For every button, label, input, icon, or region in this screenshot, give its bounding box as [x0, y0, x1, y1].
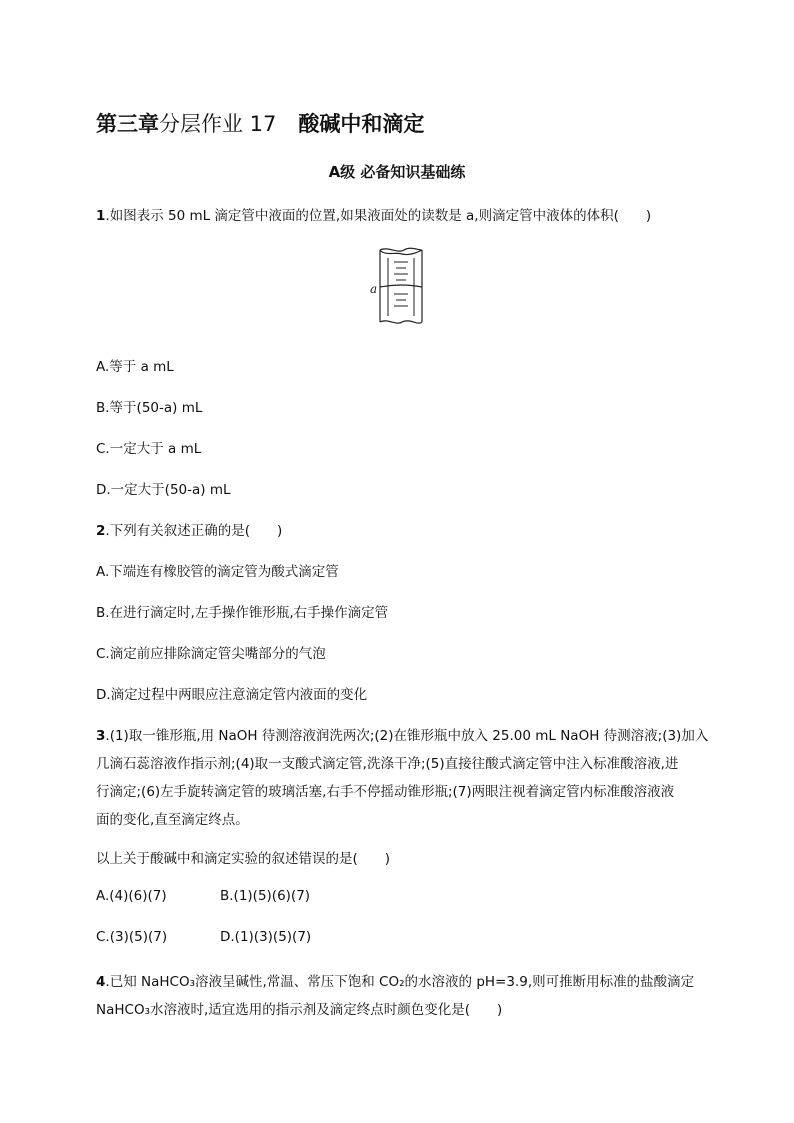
option-text: A.(4)(6)(7)	[96, 888, 167, 904]
assignment-label: 分层作业 17	[159, 112, 277, 136]
option-text: A.等于 a mL	[96, 359, 174, 375]
chapter-label: 第三章	[96, 112, 159, 136]
option-text: D.滴定过程中两眼应注意滴定管内液面的变化	[96, 687, 368, 703]
option-text: B.(1)(5)(6)(7)	[220, 888, 311, 904]
question-number: 2	[96, 523, 106, 539]
option-text: C.滴定前应排除滴定管尖嘴部分的气泡	[96, 646, 326, 662]
option-text: D.一定大于(50-a) mL	[96, 482, 231, 498]
option-text: D.(1)(3)(5)(7)	[220, 929, 312, 945]
question-4-line: 4.已知 NaHCO₃溶液呈碱性,常温、常压下饱和 CO₂的水溶液的 pH=3.9,则可推断用标准的盐酸滴定	[96, 974, 695, 990]
burette-figure	[368, 246, 432, 326]
question-number: 3	[96, 728, 106, 744]
question-number: 4	[96, 974, 106, 990]
question-3-line: 几滴石蕊溶液作指示剂;(4)取一支酸式滴定管,洗涤干净;(5)直接往酸式滴定管中注入标准酸溶液,进	[96, 756, 679, 772]
question-3-line: 3.(1)取一锥形瓶,用 NaOH 待测溶液润洗两次;(2)在锥形瓶中放入 25.00 mL NaOH 待测溶液;(3)加入	[96, 728, 709, 744]
section-heading: A级 必备知识基础练	[328, 163, 466, 181]
option-text: C.(3)(5)(7)	[96, 929, 168, 945]
topic-label: 酸碱中和滴定	[298, 112, 425, 136]
option-text: C.一定大于 a mL	[96, 441, 202, 457]
figure-label-a: a	[370, 282, 378, 296]
question-2-stem: 2.下列有关叙述正确的是( )	[96, 523, 283, 539]
option-text: A.下端连有橡胶管的滴定管为酸式滴定管	[96, 564, 339, 580]
question-3-question: 以上关于酸碱中和滴定实验的叙述错误的是( )	[96, 851, 391, 867]
question-1-stem: 1.如图表示 50 mL 滴定管中液面的位置,如果液面处的读数是 a,则滴定管中液体的体积( )	[96, 208, 652, 224]
question-3-line: 面的变化,直至滴定终点。	[96, 812, 249, 828]
question-number: 1	[96, 208, 106, 224]
option-text: B.等于(50-a) mL	[96, 400, 203, 416]
question-3-line: 行滴定;(6)左手旋转滴定管的玻璃活塞,右手不停摇动锥形瓶;(7)两眼注视着滴定管内标准酸溶液液	[96, 784, 675, 800]
question-4-line: NaHCO₃水溶液时,适宜选用的指示剂及滴定终点时颜色变化是( )	[96, 1002, 503, 1018]
page-title	[96, 108, 424, 138]
option-text: B.在进行滴定时,左手操作锥形瓶,右手操作滴定管	[96, 605, 389, 621]
